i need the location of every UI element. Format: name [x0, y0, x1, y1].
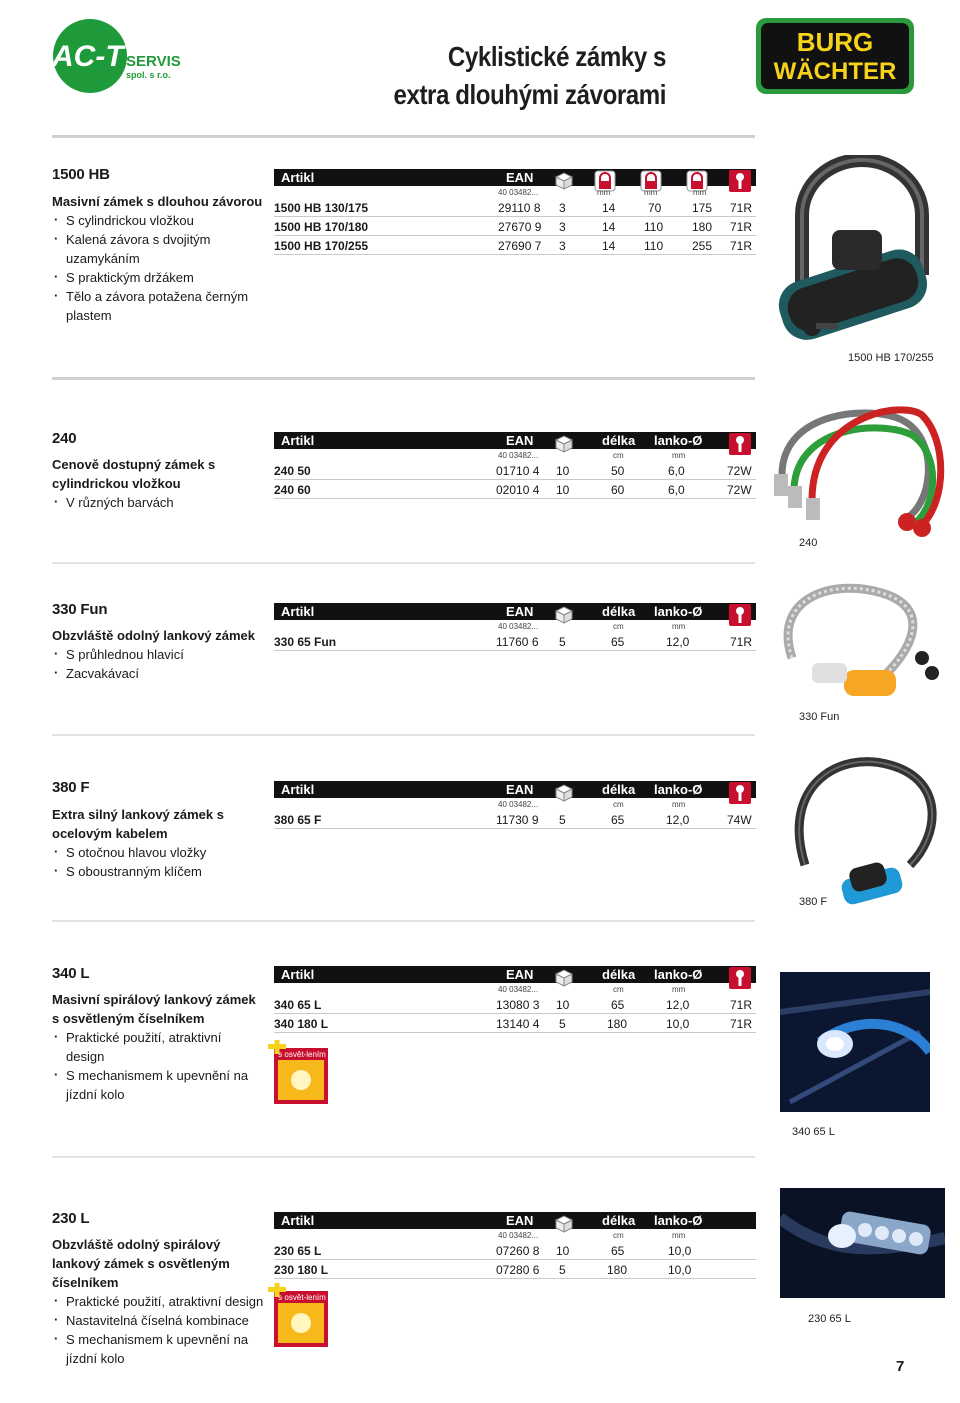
cell-key: 71R	[730, 998, 753, 1012]
col-delka: délka	[602, 1213, 636, 1228]
desc-head: Masivní zámek s dlouhou závorou	[52, 194, 263, 209]
table-header	[274, 169, 756, 186]
table-header	[274, 781, 756, 798]
cell-artikl: 230 180 L	[274, 1263, 329, 1277]
cell-key: 71R	[730, 635, 753, 649]
logo-waechter-text: WÄCHTER	[773, 58, 897, 85]
table-240	[274, 432, 756, 499]
cell-c3: 255	[692, 239, 713, 253]
cell-length: 180	[607, 1263, 628, 1277]
cell-artikl: 1500 HB 170/255	[274, 239, 369, 253]
cell-c3: 175	[692, 201, 713, 215]
section-title-380f: 380 F	[52, 779, 90, 796]
col-ean: EAN	[506, 604, 534, 619]
cell-artikl: 1500 HB 170/180	[274, 220, 369, 234]
unit: cm	[613, 622, 624, 631]
title-line-2: extra dlouhými závorami	[393, 79, 666, 110]
ean-prefix: 40 03482...	[498, 188, 539, 197]
badge-text: s osvět-lením	[278, 1050, 326, 1059]
table-header	[274, 603, 756, 620]
bullet-item: · Tělo a závora potažena černým plastem	[52, 287, 267, 325]
desc-head: Extra silný lankový zámek s ocelovým kabelem	[52, 807, 224, 841]
cell-ean: 13140 4	[496, 1017, 540, 1031]
desc-head: Obzvláště odolný spirálový lankový zámek s osvětleným číselníkem	[52, 1237, 230, 1290]
cell-length: 60	[611, 483, 625, 497]
section-divider	[52, 377, 755, 380]
col-ean: EAN	[506, 1213, 534, 1228]
section-desc-330fun	[52, 626, 267, 683]
cell-artikl: 1500 HB 130/175	[274, 201, 369, 215]
units-row	[274, 798, 756, 810]
cell-artikl: 230 65 L	[274, 1244, 322, 1258]
col-delka: délka	[602, 782, 636, 797]
table-row	[274, 1014, 756, 1033]
units-row	[274, 1229, 756, 1241]
col-ean: EAN	[506, 967, 534, 982]
ac-t-servis-logo	[52, 18, 202, 96]
bike-lock-230l-photo	[780, 1188, 945, 1298]
cell-diameter: 12,0	[666, 635, 690, 649]
col-ean: EAN	[506, 782, 534, 797]
caption-230l: 230 65 L	[808, 1313, 851, 1325]
caption-340l: 340 65 L	[792, 1126, 835, 1138]
cell-pcs: 10	[556, 483, 570, 497]
units-row	[274, 449, 756, 461]
section-divider	[52, 734, 755, 736]
cell-key: 71R	[730, 1017, 753, 1031]
cell-length: 65	[611, 635, 625, 649]
caption-1500hb: 1500 HB 170/255	[848, 352, 934, 364]
cable-lock-330fun-image	[772, 578, 948, 708]
cell-c1: 14	[602, 239, 616, 253]
cell-pcs: 5	[559, 1017, 566, 1031]
table-row	[274, 810, 756, 829]
unit: mm	[644, 188, 658, 197]
table-row	[274, 995, 756, 1014]
caption-380f: 380 F	[799, 896, 828, 908]
bullet-item: · S mechanismem k upevnění na jízdní kolo	[52, 1066, 257, 1104]
unit: cm	[613, 800, 624, 809]
unit: mm	[672, 1231, 686, 1240]
cell-key: 72W	[727, 483, 752, 497]
bullet-item: · Zacvakávací	[52, 664, 267, 683]
cell-pcs: 10	[556, 464, 570, 478]
unit: mm	[597, 188, 611, 197]
table-230l	[274, 1212, 756, 1279]
cell-key: 74W	[727, 813, 752, 827]
cell-artikl: 330 65 Fun	[274, 635, 337, 649]
table-header	[274, 966, 756, 983]
cell-pcs: 10	[556, 998, 570, 1012]
caption-330fun: 330 Fun	[799, 711, 840, 723]
cell-ean: 13080 3	[496, 998, 540, 1012]
table-header	[274, 432, 756, 449]
section-desc-240	[52, 455, 257, 512]
cell-artikl: 240 60	[274, 483, 311, 497]
bullet-item: · S průhlednou hlavicí	[52, 645, 267, 664]
cell-diameter: 12,0	[666, 813, 690, 827]
title-line-1: Cyklistické zámky s	[447, 41, 666, 72]
units-row	[274, 983, 756, 995]
section-divider	[52, 920, 755, 922]
col-artikl: Artikl	[281, 604, 315, 619]
section-desc-340l	[52, 990, 257, 1104]
desc-head: Masivní spirálový lankový zámek s osvětleným číselníkem	[52, 992, 256, 1026]
cell-pcs: 3	[559, 220, 566, 234]
bullet-item: · S otočnou hlavou vložky	[52, 843, 257, 862]
cell-diameter: 12,0	[666, 998, 690, 1012]
table-1500hb	[274, 169, 756, 255]
units-row	[274, 186, 756, 198]
col-artikl: Artikl	[281, 967, 315, 982]
ean-prefix: 40 03482...	[498, 451, 539, 460]
cell-pcs: 3	[559, 239, 566, 253]
unit: mm	[672, 622, 686, 631]
logo-burg-text: BURG	[796, 27, 874, 57]
col-delka: délka	[602, 967, 636, 982]
col-artikl: Artikl	[281, 170, 315, 185]
table-row	[274, 198, 756, 217]
logo-main-text: AC-T	[52, 40, 124, 73]
header-divider	[52, 135, 755, 138]
ean-prefix: 40 03482...	[498, 800, 539, 809]
illumination-badge-340l	[268, 1040, 332, 1106]
cell-artikl: 340 65 L	[274, 998, 322, 1012]
cell-ean: 07280 6	[496, 1263, 540, 1277]
col-artikl: Artikl	[281, 782, 315, 797]
section-title-330fun: 330 Fun	[52, 601, 108, 618]
cell-artikl: 340 180 L	[274, 1017, 329, 1031]
cell-diameter: 10,0	[668, 1244, 692, 1258]
bullet-item: · S oboustranným klíčem	[52, 862, 257, 881]
cable-lock-380f-image	[780, 755, 950, 910]
cell-artikl: 240 50	[274, 464, 311, 478]
bullet-item: · Praktické použití, atraktivní design	[52, 1292, 264, 1311]
section-desc-1500hb	[52, 192, 267, 325]
col-ean: EAN	[506, 433, 534, 448]
cell-pcs: 3	[559, 201, 566, 215]
page-title	[351, 38, 666, 114]
cell-artikl: 380 65 F	[274, 813, 322, 827]
cell-length: 65	[611, 998, 625, 1012]
col-lanko: lanko-Ø	[654, 1213, 703, 1228]
page-number: 7	[896, 1358, 905, 1375]
cell-ean: 02010 4	[496, 483, 540, 497]
bullet-item: · S praktickým držákem	[52, 268, 267, 287]
bullet-item: · Kalená závora s dvojitým uzamykáním	[52, 230, 267, 268]
col-artikl: Artikl	[281, 433, 315, 448]
section-title-240: 240	[52, 430, 77, 447]
table-row	[274, 461, 756, 480]
cell-length: 180	[607, 1017, 628, 1031]
cell-ean: 11760 6	[496, 635, 539, 649]
col-lanko: lanko-Ø	[654, 782, 703, 797]
cell-key: 71R	[730, 220, 753, 234]
table-380f	[274, 781, 756, 829]
burg-waechter-logo	[756, 18, 914, 94]
unit: cm	[613, 451, 624, 460]
cell-length: 65	[611, 1244, 625, 1258]
unit: cm	[613, 1231, 624, 1240]
cell-ean: 29110 8	[498, 201, 541, 215]
logo-sub-text: SERVIS	[126, 53, 181, 70]
ean-prefix: 40 03482...	[498, 622, 539, 631]
badge-text: s osvět-lením	[278, 1293, 326, 1302]
unit: mm	[672, 800, 686, 809]
units-row	[274, 620, 756, 632]
section-desc-380f	[52, 805, 257, 881]
illumination-badge-230l	[268, 1283, 332, 1349]
bullet-item: · S mechanismem k upevnění na jízdní kolo	[52, 1330, 264, 1368]
cell-c2: 110	[644, 239, 664, 253]
col-lanko: lanko-Ø	[654, 967, 703, 982]
table-row	[274, 217, 756, 236]
caption-240: 240	[799, 537, 818, 549]
cell-diameter: 10,0	[668, 1263, 692, 1277]
table-header	[274, 1212, 756, 1229]
unit: cm	[613, 985, 624, 994]
table-row	[274, 480, 756, 499]
cell-c2: 110	[644, 220, 664, 234]
table-340l	[274, 966, 756, 1033]
u-lock-image	[772, 155, 948, 345]
table-row	[274, 1260, 756, 1279]
col-lanko: lanko-Ø	[654, 604, 703, 619]
cell-ean: 27690 7	[498, 239, 542, 253]
section-title-230l: 230 L	[52, 1210, 90, 1227]
col-lanko: lanko-Ø	[654, 433, 703, 448]
cell-key: 71R	[730, 239, 753, 253]
cell-length: 50	[611, 464, 625, 478]
cell-ean: 01710 4	[496, 464, 540, 478]
col-artikl: Artikl	[281, 1213, 315, 1228]
unit: mm	[672, 985, 686, 994]
desc-head: Cenově dostupný zámek s cylindrickou vložkou	[52, 457, 216, 491]
cell-diameter: 10,0	[666, 1017, 690, 1031]
cell-ean: 11730 9	[496, 813, 539, 827]
cell-pcs: 5	[559, 813, 566, 827]
cell-c1: 14	[602, 201, 616, 215]
section-divider	[52, 1156, 755, 1158]
table-row	[274, 1241, 756, 1260]
ean-prefix: 40 03482...	[498, 1231, 539, 1240]
bullet-item: · V různých barvách	[52, 493, 257, 512]
cell-key: 72W	[727, 464, 752, 478]
cell-c2: 70	[648, 201, 662, 215]
section-desc-230l	[52, 1235, 264, 1368]
table-row	[274, 236, 756, 255]
cell-ean: 07260 8	[496, 1244, 540, 1258]
unit: mm	[672, 451, 686, 460]
cell-pcs: 5	[559, 1263, 566, 1277]
col-delka: délka	[602, 604, 636, 619]
cell-ean: 27670 9	[498, 220, 542, 234]
cable-lock-240-image	[772, 400, 948, 550]
cell-diameter: 6,0	[668, 464, 685, 478]
ean-prefix: 40 03482...	[498, 985, 539, 994]
bullet-item: · Praktické použití, atraktivní design	[52, 1028, 257, 1066]
cell-pcs: 5	[559, 635, 566, 649]
unit: mm	[693, 188, 707, 197]
bike-lock-340l-photo	[780, 972, 930, 1112]
logo-sub2-text: spol. s r.o.	[126, 70, 171, 80]
cell-diameter: 6,0	[668, 483, 685, 497]
bullet-item: · S cylindrickou vložkou	[52, 211, 267, 230]
cell-c3: 180	[692, 220, 713, 234]
cell-key: 71R	[730, 201, 753, 215]
col-delka: délka	[602, 433, 636, 448]
section-title-340l: 340 L	[52, 965, 90, 982]
col-ean: EAN	[506, 170, 534, 185]
cell-length: 65	[611, 813, 625, 827]
desc-head: Obzvláště odolný lankový zámek	[52, 628, 256, 643]
table-330fun	[274, 603, 756, 651]
cell-pcs: 10	[556, 1244, 570, 1258]
table-row	[274, 632, 756, 651]
cell-c1: 14	[602, 220, 616, 234]
section-title-1500hb: 1500 HB	[52, 166, 110, 183]
bullet-item: · Nastavitelná číselná kombinace	[52, 1311, 264, 1330]
section-divider	[52, 562, 755, 564]
